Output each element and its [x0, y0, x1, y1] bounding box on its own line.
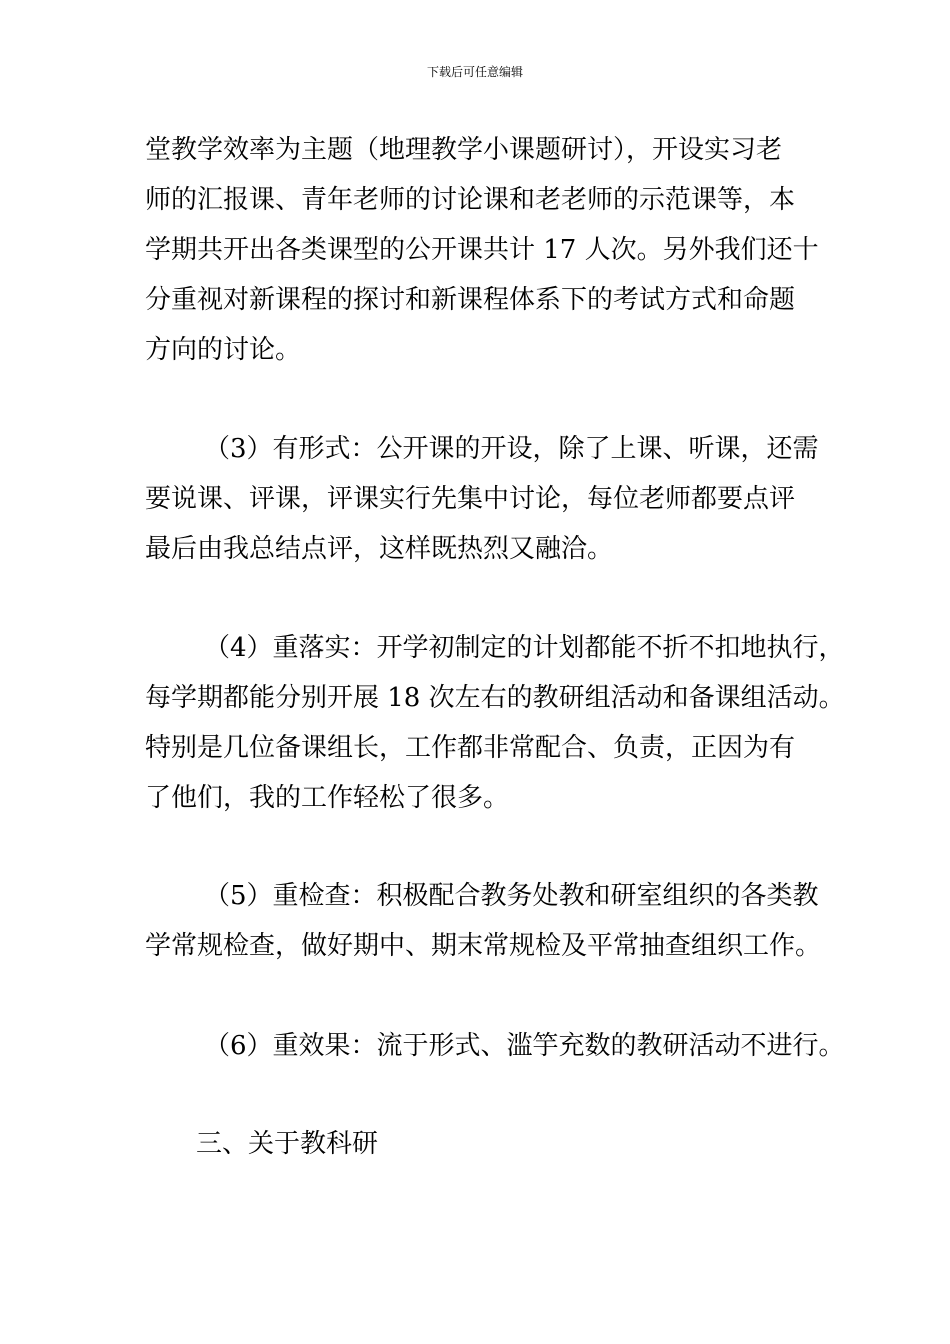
body-text-line: 师的汇报课、青年老师的讨论课和老老师的示范课等，本: [145, 185, 796, 215]
body-text-line: 特别是几位备课组长，工作都非常配合、负责，正因为有: [145, 733, 796, 763]
body-text-line: 分重视对新课程的探讨和新课程体系下的考试方式和命题: [145, 285, 796, 315]
body-text-line: 每学期都能分别开展 18 次左右的教研组活动和备课组活动。: [145, 683, 845, 713]
section-heading: 三、关于教科研: [196, 1129, 379, 1159]
page-header: 下载后可任意编辑: [426, 65, 523, 79]
body-text-line: 要说课、评课，评课实行先集中讨论，每位老师都要点评: [145, 484, 796, 514]
body-text-line: （4）重落实：开学初制定的计划都能不折不扣地执行，: [204, 633, 845, 663]
body-text-line: 学常规检查，做好期中、期末常规检及平常抽查组织工作。: [145, 931, 822, 961]
body-text-line: 最后由我总结点评，这样既热烈又融洽。: [145, 534, 614, 564]
body-text-line: （3）有形式：公开课的开设，除了上课、听课，还需: [204, 434, 819, 464]
body-text-line: 了他们，我的工作轻松了很多。: [145, 783, 510, 813]
body-text-line: 方向的讨论。: [145, 335, 302, 365]
body-text-line: （6）重效果：流于形式、滥竽充数的教研活动不进行。: [204, 1031, 845, 1061]
body-text-line: 堂教学效率为主题（地理教学小课题研讨），开设实习老: [145, 135, 783, 165]
body-text-line: （5）重检查：积极配合教务处教和研室组织的各类教: [204, 881, 819, 911]
body-text-line: 学期共开出各类课型的公开课共计 17 人次。另外我们还十: [145, 235, 819, 265]
